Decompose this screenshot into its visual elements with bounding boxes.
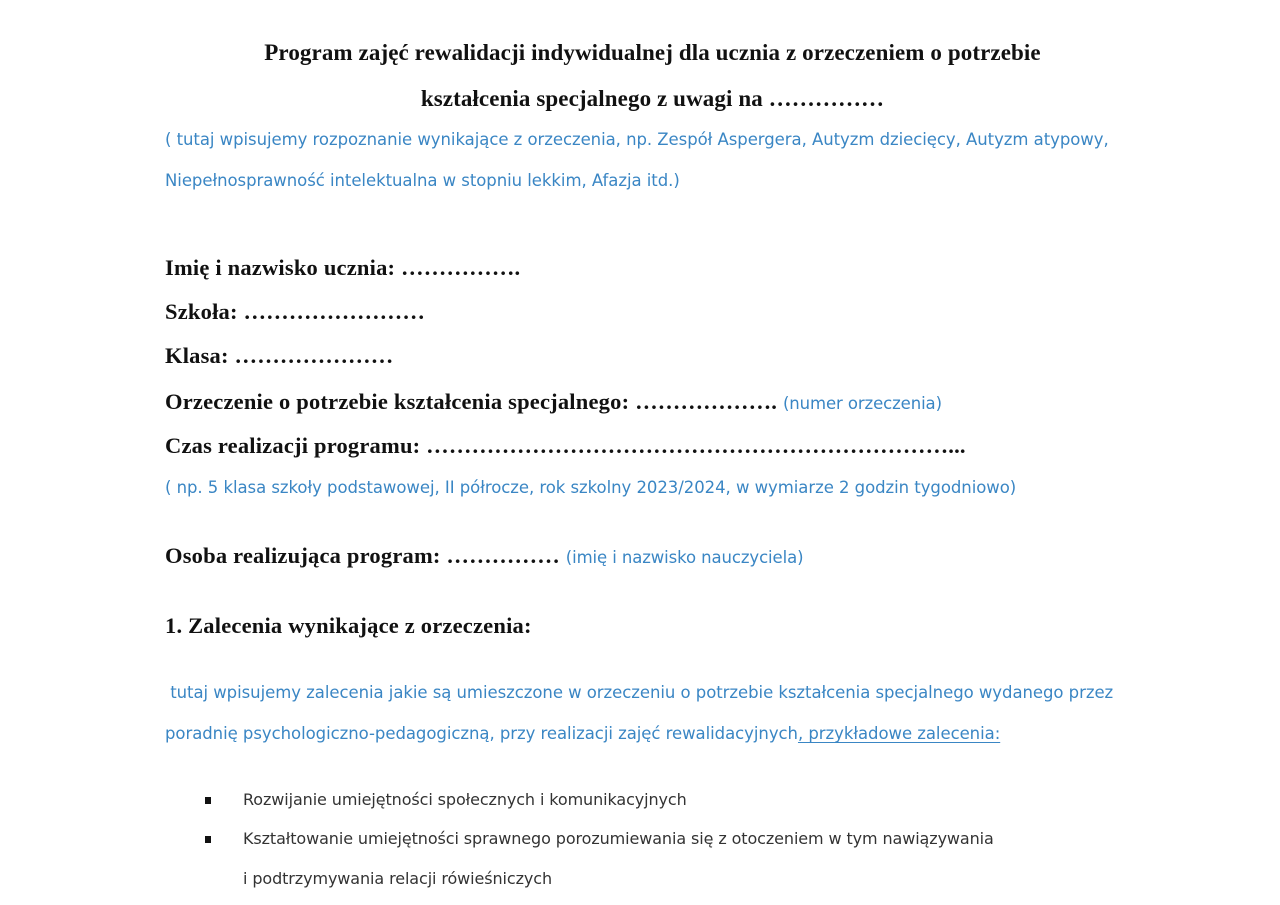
document-title-line-2: kształcenia specjalnego z uwagi na ……………: [420, 86, 885, 111]
field-duration: Czas realizacji programu: ……………………………………………………………...: [165, 433, 966, 458]
field-duration-hint: ( np. 5 klasa szkoły podstawowej, II półrocze, rok szkolny 2023/2024, w wymiarze 2 godzin tygodniowo): [165, 478, 1017, 497]
square-bullet-icon: [205, 797, 211, 804]
section-1-hint-underlined: , przykładowe zalecenia:: [797, 724, 1001, 743]
section-1-hint-line-2: [165, 724, 1000, 743]
field-school: Szkoła: ……………………: [165, 299, 426, 324]
bullet-text: Rozwijanie umiejętności społecznych i komunikacyjnych: [243, 790, 687, 809]
field-teacher-label: Osoba realizująca program: ……………: [165, 543, 560, 568]
section-1-hint-line-1: tutaj wpisujemy zalecenia jakie są umieszczone w orzeczeniu o potrzebie kształcenia specjalnego wydanego przez: [165, 683, 1114, 702]
field-class: Klasa: …………………: [165, 343, 394, 368]
diagnosis-hint-line-2: Niepełnosprawność intelektualna w stopniu lekkim, Afazja itd.): [165, 171, 680, 190]
square-bullet-icon: [205, 836, 211, 843]
field-ruling-label: Orzeczenie o potrzebie kształcenia specjalnego: ……………….: [165, 389, 778, 414]
section-1-hint-plain: poradnię psychologiczno-pedagogiczną, przy realizacji zajęć rewalidacyjnych: [165, 724, 798, 743]
diagnosis-hint-line-1: ( tutaj wpisujemy rozpoznanie wynikające z orzeczenia, np. Zespół Aspergera, Autyzm dziecięcy, Autyzm atypowy,: [165, 130, 1109, 149]
field-ruling: [165, 389, 942, 415]
document-title-line-1: Program zajęć rewalidacji indywidualnej dla ucznia z orzeczeniem o potrzebie: [264, 40, 1041, 65]
section-1-heading: 1. Zalecenia wynikające z orzeczenia:: [165, 613, 532, 638]
field-teacher-hint: (imię i nazwisko nauczyciela): [565, 548, 804, 567]
field-student-name: Imię i nazwisko ucznia: …………….: [165, 255, 521, 280]
bullet-text: Kształtowanie umiejętności sprawnego porozumiewania się z otoczeniem w tym nawiązywania: [243, 829, 994, 848]
field-ruling-hint: (numer orzeczenia): [782, 394, 942, 413]
bullet-text-continuation: i podtrzymywania relacji rówieśniczych: [243, 869, 552, 888]
field-teacher: [165, 543, 803, 569]
